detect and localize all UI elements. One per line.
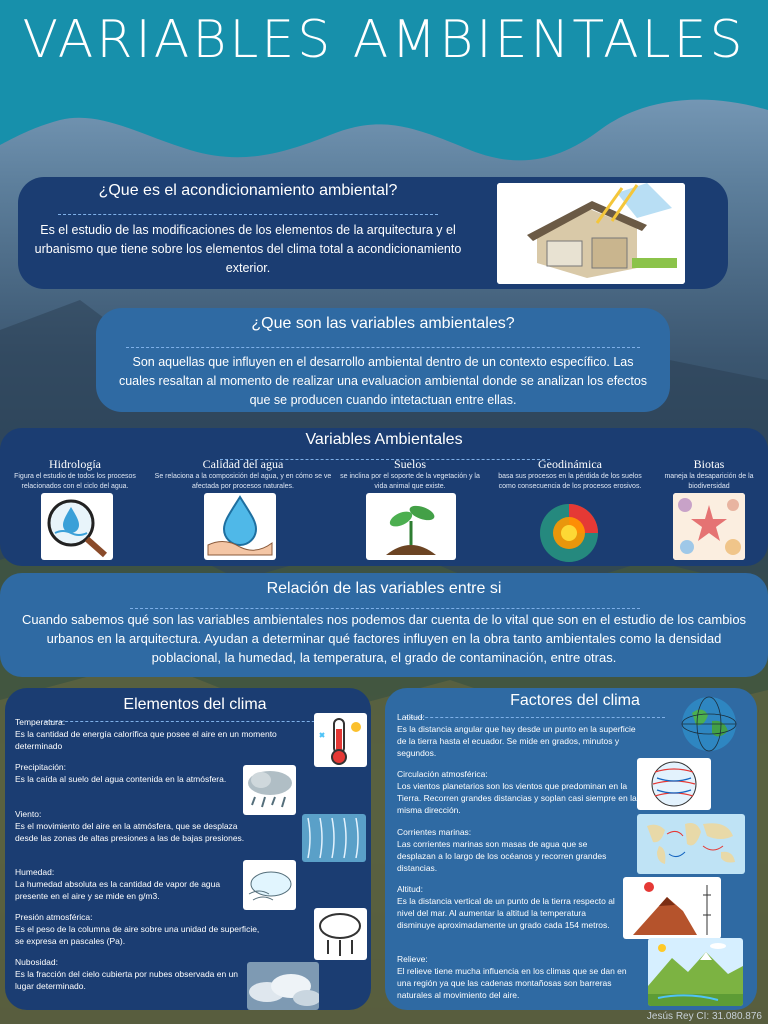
biotas-icon: [673, 493, 745, 560]
var-desc: se inclina por el soporte de la vegetación y la vida animal que existe.: [340, 473, 480, 490]
rain-cloud-icon: [243, 765, 296, 815]
var-desc: basa sus procesos en la pérdida de los suelos como consecuencia de los procesos erosivos.: [498, 473, 642, 490]
relacion-heading: Relación de las variables entre si: [266, 580, 502, 597]
var-desc: Se relaciona a la composición del agua, y en cómo se ve afectada por procesos naturales.: [154, 473, 332, 490]
acondicionamiento-heading: ¿Que es el acondicionamiento ambiental?: [98, 182, 398, 199]
factor-latitud: Latitud: Es la distancia angular que hay desde un punto en la superficie de la tierra hasta el ecuador. Se mide en grados, minutos y segundos.: [397, 712, 636, 758]
elemento-nubosidad: Nubosidad: Es la fracción del cielo cubierta por nubes observada en un lugar determinado.: [15, 957, 239, 991]
elementos-heading: Elementos del clima: [123, 696, 267, 713]
humidity-cloud-icon: [243, 860, 296, 910]
var-title: Hidrología: [49, 457, 101, 471]
calidad-agua-icon: [204, 493, 276, 560]
var-biotas: [650, 457, 768, 492]
hidrologia-icon: [41, 493, 113, 560]
factor-relieve: Relieve: El relieve tiene mucha influencia en los climas que se dan en una región ya que las cadenas montañosas son barreras naturales al movimiento del aire.: [397, 954, 627, 1000]
factor-altitud: Altitud: Es la distancia vertical de un punto de la tierra respecto al nivel del mar. Al aumentar la altitud la temperatura disminuye aproximadamente un grado cada 154 metros.: [397, 884, 615, 930]
wind-icon: [302, 814, 366, 862]
ocean-currents-map: [637, 814, 745, 874]
elemento-presion: Presión atmosférica: Es el peso de la columna de aire sobre una unidad de superficie, se expresa en pascales (Pa).: [15, 912, 260, 946]
cloudiness-photo: [247, 962, 319, 1010]
pressure-cloud-icon: [314, 908, 367, 960]
var-title: Suelos: [393, 457, 426, 471]
var-suelos: [335, 457, 485, 492]
suelos-icon: [366, 493, 456, 560]
var-geodinamica: [490, 457, 650, 492]
globe-icon: [678, 695, 740, 752]
var-calidad-agua: [153, 457, 333, 492]
var-desc: maneja la desaparición de la biodiversidad: [664, 473, 754, 490]
elemento-temperatura: Temperatura: Es la cantidad de energía calorífica que posee el aire en un momento determinado: [15, 717, 277, 751]
var-hidrologia: [0, 457, 150, 492]
variables-definition-panel: [96, 308, 670, 412]
variables-definition-heading: ¿Que son las variables ambientales?: [251, 315, 515, 332]
altitude-icon: [623, 877, 721, 939]
factor-circulacion: Circulación atmosférica: Los vientos planetarios son los vientos que predominan en la Tierra. Recorren grandes distancias y soplan casi siempre en la misma dirección.: [397, 769, 637, 815]
elemento-precipitacion: Precipitación: Es la caída al suelo del agua contenida en la atmósfera.: [15, 762, 227, 784]
relief-icon: [648, 938, 743, 1006]
var-title: Calidad del agua: [202, 457, 284, 471]
factor-corrientes: Corrientes marinas: Las corrientes marinas son masas de agua que se desplazan a lo largo de los océanos y recorren grandes distancias.: [397, 827, 607, 873]
page-title: VARIABLES AMBIENTALES: [22, 10, 746, 70]
relacion-panel: [0, 573, 768, 677]
thermometer-icon: [314, 713, 367, 767]
acondicionamiento-text: Es el estudio de las modificaciones de los elementos de la arquitectura y el urbanismo que tiene sobre los elementos del clima total a acondicionamiento exterior.: [34, 223, 462, 275]
house-section-image: [497, 183, 685, 284]
factores-heading: Factores del clima: [510, 692, 640, 709]
variables-definition-text: Son aquellas que influyen en el desarrollo ambiental dentro de un contexto específico. Las cuales resaltan al momento de realizar una evaluacion ambiental donde se analizan los efectos que se producen cuando intetactuan entre ellas.: [118, 355, 648, 407]
variables-heading: Variables Ambientales: [305, 431, 463, 448]
elemento-viento: Viento: Es el movimiento del aire en la atmósfera, que se desplaza desde las zonas de altas presiones a las de bajas presiones.: [15, 809, 245, 843]
atmospheric-circulation-icon: [637, 758, 711, 810]
elemento-humedad: Humedad: La humedad absoluta es la cantidad de vapor de agua presente en el aire y se mide en g/m3.: [15, 867, 221, 901]
relacion-text: Cuando sabemos qué son las variables ambientales nos podemos dar cuenta de lo vital que son en el estudio de los cambios urbanos en la arquitectura. Ayudan a determinar qué factores influyen en la obra tanto ambientales como la densidad poblacional, la humedad, la temperatura, el grado de contaminación, entre otras.: [21, 612, 747, 665]
var-title: Biotas: [693, 457, 725, 471]
var-title: Geodinámica: [538, 457, 602, 471]
geodinamica-icon: [527, 500, 611, 562]
var-desc: Figura el estudio de todos los procesos relacionados con el ciclo del agua.: [14, 473, 136, 490]
author-credit: Jesús Rey CI: 31.080.876: [646, 1011, 762, 1022]
